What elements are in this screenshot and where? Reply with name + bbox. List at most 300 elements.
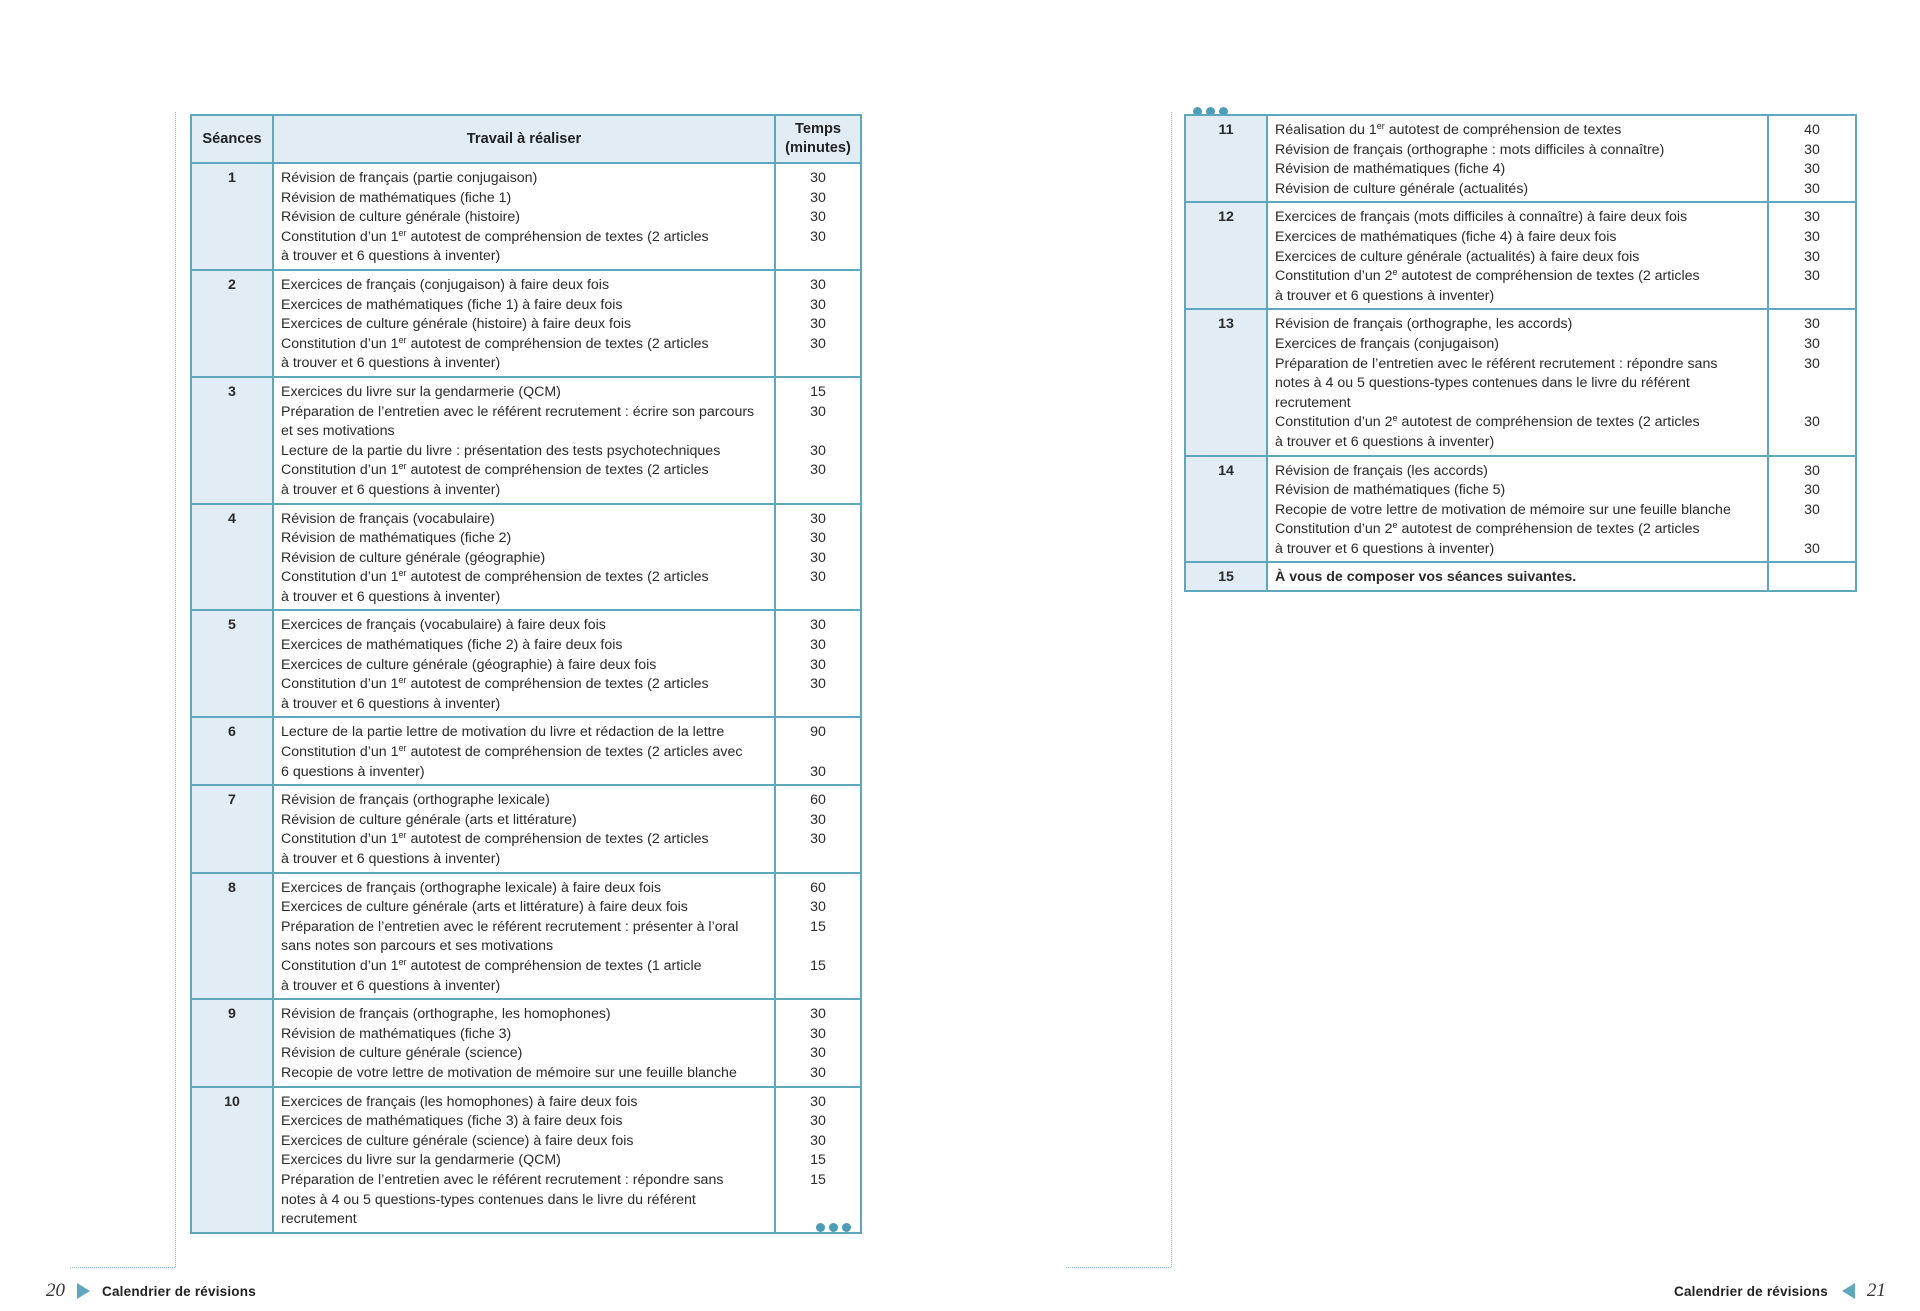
task-minutes: 30 bbox=[1804, 414, 1820, 431]
task-text: Préparation de l’entretien avec le référent recrutement : répondre sans bbox=[1275, 355, 1718, 372]
margin-guide-horizontal bbox=[70, 1267, 175, 1268]
task-line bbox=[281, 656, 770, 676]
task-line bbox=[1275, 394, 1763, 414]
ordinal-suffix: er bbox=[398, 743, 407, 754]
task-line bbox=[281, 228, 770, 248]
task-line bbox=[1275, 121, 1763, 141]
task-text: à trouver et 6 questions à inventer) bbox=[281, 977, 501, 994]
task-minutes: 30 bbox=[1804, 180, 1820, 197]
task-minutes bbox=[776, 422, 860, 442]
task-minutes: 30 bbox=[810, 1064, 826, 1081]
session-times bbox=[775, 785, 861, 872]
table-row bbox=[191, 270, 861, 377]
task-text: à trouver et 6 questions à inventer) bbox=[1275, 540, 1495, 557]
task-minutes: 60 bbox=[810, 792, 826, 809]
task-line bbox=[1275, 540, 1763, 560]
task-minutes: 30 bbox=[810, 189, 826, 206]
task-text: Constitution d’un 1 bbox=[281, 569, 399, 586]
task-text: Lecture de la partie lettre de motivation du livre et rédaction de la lettre bbox=[281, 724, 725, 741]
task-line bbox=[1275, 208, 1763, 228]
table-row bbox=[191, 785, 861, 872]
task-text: Constitution d’un 1 bbox=[281, 335, 399, 352]
session-times bbox=[775, 163, 861, 270]
task-line bbox=[281, 830, 770, 850]
task-minutes: 30 bbox=[810, 228, 826, 245]
task-line bbox=[1275, 501, 1763, 521]
task-text-rest: autotest de compréhension de textes (2 articles bbox=[406, 335, 709, 352]
task-text: Constitution d’un 1 bbox=[281, 228, 399, 245]
task-line bbox=[281, 1132, 770, 1152]
task-text: Constitution d’un 1 bbox=[281, 831, 399, 848]
task-text-rest: autotest de compréhension de textes (2 articles bbox=[1397, 268, 1700, 285]
task-text: Exercices de culture générale (géographie) à faire deux fois bbox=[281, 656, 657, 673]
task-minutes: 30 bbox=[810, 637, 826, 654]
task-line bbox=[281, 636, 770, 656]
task-text-rest: autotest de compréhension de textes (2 articles avec bbox=[406, 744, 743, 761]
ordinal-suffix: er bbox=[398, 227, 407, 238]
task-text: à trouver et 6 questions à inventer) bbox=[281, 248, 501, 265]
session-times bbox=[1768, 456, 1856, 563]
task-minutes bbox=[1769, 394, 1855, 414]
task-text: notes à 4 ou 5 questions-types contenues dans le livre du référent bbox=[1275, 375, 1690, 392]
task-line bbox=[281, 549, 770, 569]
table-row bbox=[1185, 202, 1856, 309]
task-text: Constitution d’un 2 bbox=[1275, 268, 1393, 285]
task-minutes bbox=[1769, 433, 1855, 453]
task-line bbox=[281, 977, 770, 997]
session-number: 1 bbox=[191, 163, 273, 270]
session-tasks bbox=[273, 999, 775, 1086]
task-text: Recopie de votre lettre de motivation de mémoire sur une feuille blanche bbox=[281, 1064, 737, 1081]
task-line bbox=[1275, 287, 1763, 307]
task-minutes: 30 bbox=[810, 510, 826, 527]
task-text: Révision de français (vocabulaire) bbox=[281, 510, 495, 527]
task-minutes: 15 bbox=[810, 918, 826, 935]
task-text: Révision de français (orthographe, les homophones) bbox=[281, 1006, 611, 1023]
session-number: 12 bbox=[1185, 202, 1267, 309]
task-minutes: 30 bbox=[810, 462, 826, 479]
continuation-dots-icon bbox=[816, 1223, 851, 1232]
task-line bbox=[1275, 520, 1763, 540]
task-line bbox=[281, 695, 770, 715]
task-minutes: 30 bbox=[810, 316, 826, 333]
task-minutes: 30 bbox=[810, 1045, 826, 1062]
task-line bbox=[281, 276, 770, 296]
task-minutes bbox=[1769, 287, 1855, 307]
task-minutes: 30 bbox=[810, 209, 826, 226]
task-line bbox=[1275, 413, 1763, 433]
task-text: Exercices de mathématiques (fiche 1) à faire deux fois bbox=[281, 296, 623, 313]
task-text: Révision de culture générale (arts et littérature) bbox=[281, 811, 577, 828]
task-minutes: 30 bbox=[810, 335, 826, 352]
task-line bbox=[281, 354, 770, 374]
task-line bbox=[281, 568, 770, 588]
task-line bbox=[281, 189, 770, 209]
task-text: Recopie de votre lettre de motivation de mémoire sur une feuille blanche bbox=[1275, 501, 1731, 518]
task-text-rest: autotest de compréhension de textes bbox=[1384, 122, 1622, 138]
task-line bbox=[281, 1025, 770, 1045]
table-row bbox=[191, 999, 861, 1086]
table-row bbox=[1185, 115, 1856, 202]
task-text: Exercices de culture générale (science) à faire deux fois bbox=[281, 1132, 634, 1149]
task-minutes: 30 bbox=[810, 1006, 826, 1023]
task-line bbox=[1275, 335, 1763, 355]
task-text: à trouver et 6 questions à inventer) bbox=[281, 695, 501, 712]
task-text: Exercices de culture générale (actualités) à faire deux fois bbox=[1275, 248, 1640, 265]
session-times bbox=[775, 504, 861, 611]
session-tasks bbox=[273, 873, 775, 1000]
task-text: Révision de français (orthographe lexicale) bbox=[281, 792, 550, 809]
task-minutes: 30 bbox=[1804, 540, 1820, 557]
ordinal-suffix: er bbox=[398, 461, 407, 472]
task-minutes: 30 bbox=[810, 763, 826, 780]
task-line bbox=[281, 937, 770, 957]
task-line bbox=[281, 315, 770, 335]
task-minutes: 30 bbox=[1804, 462, 1820, 479]
task-text: Lecture de la partie du livre : présentation des tests psychotechniques bbox=[281, 442, 721, 459]
task-minutes: 30 bbox=[810, 549, 826, 566]
task-text: Constitution d’un 1 bbox=[281, 744, 399, 761]
task-line bbox=[281, 481, 770, 501]
task-text: Révision de mathématiques (fiche 4) bbox=[1275, 161, 1506, 178]
session-times bbox=[775, 270, 861, 377]
task-minutes: 15 bbox=[810, 1171, 826, 1188]
task-text: Révision de culture générale (science) bbox=[281, 1045, 523, 1062]
task-text-rest: autotest de compréhension de textes (2 articles bbox=[1397, 414, 1700, 431]
task-text: Exercices de culture générale (arts et littérature) à faire deux fois bbox=[281, 899, 688, 916]
task-text: Préparation de l’entretien avec le référent recrutement : présenter à l’oral bbox=[281, 918, 739, 935]
session-times bbox=[775, 1087, 861, 1233]
session-number: 11 bbox=[1185, 115, 1267, 202]
table-row bbox=[191, 1087, 861, 1233]
task-minutes: 15 bbox=[810, 957, 826, 974]
task-text: Exercices de français (mots difficiles à connaître) à faire deux fois bbox=[1275, 209, 1688, 226]
task-line bbox=[1275, 374, 1763, 394]
task-minutes: 30 bbox=[810, 899, 826, 916]
task-line bbox=[281, 1112, 770, 1132]
task-text: à trouver et 6 questions à inventer) bbox=[1275, 287, 1495, 304]
task-minutes: 30 bbox=[1804, 335, 1820, 352]
table-row bbox=[1185, 309, 1856, 455]
right-page bbox=[960, 0, 1920, 1311]
session-number: 14 bbox=[1185, 456, 1267, 563]
task-line bbox=[1275, 228, 1763, 248]
revision-schedule-table-left bbox=[190, 114, 862, 1234]
session-number: 9 bbox=[191, 999, 273, 1086]
session-tasks bbox=[1267, 202, 1768, 309]
task-minutes: 30 bbox=[810, 530, 826, 547]
task-minutes bbox=[776, 481, 860, 501]
ordinal-suffix: er bbox=[1376, 121, 1385, 131]
task-line bbox=[281, 510, 770, 530]
task-text: à trouver et 6 questions à inventer) bbox=[1275, 433, 1495, 450]
task-line bbox=[281, 1151, 770, 1171]
task-text-rest: autotest de compréhension de textes (2 articles bbox=[406, 462, 709, 479]
session-times bbox=[1768, 562, 1856, 591]
task-line bbox=[281, 335, 770, 355]
task-line bbox=[281, 588, 770, 608]
task-text: Constitution d’un 1 bbox=[281, 957, 399, 974]
session-number: 15 bbox=[1185, 562, 1267, 591]
task-minutes: 30 bbox=[810, 296, 826, 313]
task-minutes: 30 bbox=[1804, 161, 1820, 178]
task-minutes bbox=[776, 977, 860, 997]
task-minutes bbox=[776, 1191, 860, 1211]
footer-title-right: Calendrier de révisions bbox=[1674, 1283, 1828, 1299]
task-line bbox=[281, 723, 770, 743]
task-minutes: 90 bbox=[810, 724, 826, 741]
session-tasks bbox=[1267, 115, 1768, 202]
header-temps-line2: (minutes) bbox=[785, 140, 851, 156]
task-minutes: 30 bbox=[1804, 248, 1820, 265]
task-minutes: 30 bbox=[1804, 141, 1820, 158]
task-line bbox=[281, 1191, 770, 1211]
task-minutes: 40 bbox=[1804, 122, 1820, 138]
task-minutes: 30 bbox=[810, 569, 826, 586]
task-line bbox=[281, 850, 770, 870]
task-text: Constitution d’un 2 bbox=[1275, 414, 1393, 431]
task-line bbox=[281, 296, 770, 316]
task-minutes: 30 bbox=[810, 170, 826, 186]
task-line bbox=[1275, 248, 1763, 268]
ordinal-suffix: er bbox=[398, 956, 407, 967]
header-seances: Séances bbox=[191, 115, 273, 163]
task-line bbox=[1275, 355, 1763, 375]
table-row bbox=[191, 717, 861, 785]
task-text: sans notes son parcours et ses motivations bbox=[281, 938, 554, 955]
task-text: Révision de français (les accords) bbox=[1275, 462, 1488, 479]
task-minutes: 30 bbox=[1804, 228, 1820, 245]
task-line bbox=[281, 529, 770, 549]
task-text: Exercices de français (les homophones) à faire deux fois bbox=[281, 1093, 638, 1110]
task-line bbox=[281, 879, 770, 899]
ordinal-suffix: e bbox=[1392, 520, 1398, 531]
task-text: Constitution d’un 1 bbox=[281, 462, 399, 479]
task-line bbox=[281, 461, 770, 481]
header-temps-line1: Temps bbox=[795, 121, 841, 137]
task-minutes: 30 bbox=[810, 676, 826, 693]
task-text: notes à 4 ou 5 questions-types contenues dans le livre du référent bbox=[281, 1191, 696, 1208]
ordinal-suffix: er bbox=[398, 568, 407, 579]
session-number: 3 bbox=[191, 377, 273, 504]
task-text-rest: autotest de compréhension de textes (2 articles bbox=[406, 676, 709, 693]
task-minutes bbox=[1769, 520, 1855, 540]
session-times bbox=[775, 377, 861, 504]
task-text: Préparation de l’entretien avec le référent recrutement : écrire son parcours bbox=[281, 403, 755, 420]
task-text: Révision de mathématiques (fiche 2) bbox=[281, 530, 512, 547]
task-text: et ses motivations bbox=[281, 423, 395, 440]
task-text: Révision de français (orthographe : mots difficiles à connaître) bbox=[1275, 141, 1665, 158]
ordinal-suffix: er bbox=[398, 675, 407, 686]
task-line bbox=[1275, 481, 1763, 501]
session-tasks bbox=[273, 163, 775, 270]
task-line bbox=[1275, 462, 1763, 482]
task-text: Révision de culture générale (histoire) bbox=[281, 209, 520, 226]
task-minutes: 60 bbox=[810, 879, 826, 896]
task-text: Révision de culture générale (géographie) bbox=[281, 549, 546, 566]
task-minutes: 30 bbox=[810, 1025, 826, 1042]
ordinal-suffix: e bbox=[1392, 413, 1398, 424]
task-minutes bbox=[776, 850, 860, 870]
session-tasks bbox=[273, 377, 775, 504]
task-minutes: 30 bbox=[1804, 482, 1820, 499]
task-text: Réalisation du 1 bbox=[1275, 122, 1377, 138]
session-tasks bbox=[273, 785, 775, 872]
ordinal-suffix: e bbox=[1392, 267, 1398, 278]
session-tasks bbox=[273, 610, 775, 717]
task-text: À vous de composer vos séances suivantes. bbox=[1275, 569, 1577, 586]
table-row bbox=[191, 504, 861, 611]
task-line bbox=[281, 763, 770, 783]
task-text: Exercices de français (conjugaison) bbox=[1275, 335, 1499, 352]
margin-guide-vertical bbox=[175, 112, 176, 1267]
task-minutes bbox=[776, 695, 860, 715]
session-number: 10 bbox=[191, 1087, 273, 1233]
task-minutes bbox=[776, 743, 860, 763]
task-text: Exercices du livre sur la gendarmerie (QCM) bbox=[281, 1152, 561, 1169]
task-text: Exercices de français (conjugaison) à faire deux fois bbox=[281, 276, 610, 293]
task-minutes: 30 bbox=[810, 442, 826, 459]
task-minutes: 30 bbox=[810, 656, 826, 673]
task-text-rest: autotest de compréhension de textes (2 articles bbox=[406, 831, 709, 848]
task-line bbox=[281, 957, 770, 977]
task-minutes bbox=[776, 588, 860, 608]
task-text: Exercices de français (vocabulaire) à faire deux fois bbox=[281, 617, 606, 634]
task-line bbox=[281, 743, 770, 763]
task-text: Exercices de français (orthographe lexicale) à faire deux fois bbox=[281, 879, 662, 896]
task-text: Révision de français (partie conjugaison) bbox=[281, 170, 538, 186]
ordinal-suffix: er bbox=[398, 830, 407, 841]
task-minutes: 30 bbox=[1804, 355, 1820, 372]
task-minutes: 30 bbox=[1804, 316, 1820, 333]
task-line bbox=[1275, 315, 1763, 335]
task-text: à trouver et 6 questions à inventer) bbox=[281, 588, 501, 605]
task-minutes: 30 bbox=[810, 831, 826, 848]
footer-left bbox=[46, 1280, 256, 1302]
task-minutes bbox=[1769, 568, 1855, 588]
task-line bbox=[281, 403, 770, 423]
task-line bbox=[281, 422, 770, 442]
task-line bbox=[281, 383, 770, 403]
task-minutes: 30 bbox=[810, 403, 826, 420]
task-minutes bbox=[1769, 374, 1855, 394]
revision-schedule-table-right bbox=[1184, 114, 1857, 592]
table-row bbox=[191, 163, 861, 270]
task-minutes: 30 bbox=[810, 617, 826, 634]
task-text: recrutement bbox=[1275, 394, 1351, 411]
task-text: Constitution d’un 1 bbox=[281, 676, 399, 693]
task-minutes: 15 bbox=[810, 383, 826, 400]
task-text: Exercices de mathématiques (fiche 2) à faire deux fois bbox=[281, 637, 623, 654]
session-number: 5 bbox=[191, 610, 273, 717]
task-text: Révision de mathématiques (fiche 3) bbox=[281, 1025, 512, 1042]
session-number: 13 bbox=[1185, 309, 1267, 455]
task-line bbox=[281, 1005, 770, 1025]
session-number: 7 bbox=[191, 785, 273, 872]
task-text: à trouver et 6 questions à inventer) bbox=[281, 355, 501, 372]
task-line bbox=[281, 1093, 770, 1113]
footer-title-left: Calendrier de révisions bbox=[102, 1283, 256, 1299]
triangle-right-icon bbox=[77, 1283, 90, 1299]
session-times bbox=[775, 873, 861, 1000]
task-line bbox=[281, 1044, 770, 1064]
task-minutes: 30 bbox=[1804, 268, 1820, 285]
task-line bbox=[1275, 267, 1763, 287]
task-line bbox=[1275, 160, 1763, 180]
page-number-right: 21 bbox=[1866, 1280, 1886, 1301]
task-minutes: 30 bbox=[810, 1113, 826, 1130]
triangle-left-icon bbox=[1842, 1283, 1855, 1299]
task-minutes: 15 bbox=[810, 1152, 826, 1169]
task-minutes bbox=[776, 354, 860, 374]
task-text: Exercices de culture générale (histoire) à faire deux fois bbox=[281, 316, 632, 333]
task-minutes bbox=[776, 937, 860, 957]
task-text: Révision de culture générale (actualités) bbox=[1275, 180, 1529, 197]
task-line bbox=[1275, 180, 1763, 200]
task-line bbox=[281, 169, 770, 189]
task-text: Révision de français (orthographe, les accords) bbox=[1275, 316, 1573, 333]
table-header-row bbox=[191, 115, 861, 163]
task-minutes: 30 bbox=[1804, 209, 1820, 226]
task-text-rest: autotest de compréhension de textes (2 articles bbox=[406, 228, 709, 245]
session-tasks bbox=[273, 717, 775, 785]
session-times bbox=[1768, 202, 1856, 309]
session-number: 8 bbox=[191, 873, 273, 1000]
task-text: à trouver et 6 questions à inventer) bbox=[281, 481, 501, 498]
task-text: Révision de mathématiques (fiche 1) bbox=[281, 189, 512, 206]
session-times bbox=[775, 999, 861, 1086]
margin-guide-horizontal bbox=[1066, 1267, 1171, 1268]
task-minutes: 30 bbox=[810, 811, 826, 828]
session-times bbox=[775, 717, 861, 785]
footer-right bbox=[1674, 1280, 1886, 1302]
session-times bbox=[775, 610, 861, 717]
task-line bbox=[281, 675, 770, 695]
task-line bbox=[281, 898, 770, 918]
task-line bbox=[1275, 433, 1763, 453]
table-row bbox=[1185, 456, 1856, 563]
session-number: 4 bbox=[191, 504, 273, 611]
task-minutes: 30 bbox=[810, 1132, 826, 1149]
session-tasks bbox=[273, 1087, 775, 1233]
task-line bbox=[281, 208, 770, 228]
task-text: à trouver et 6 questions à inventer) bbox=[281, 851, 501, 867]
table-row bbox=[191, 610, 861, 717]
task-text: recrutement bbox=[281, 1211, 357, 1228]
task-text-rest: autotest de compréhension de textes (1 article bbox=[406, 957, 702, 974]
table-row bbox=[191, 873, 861, 1000]
task-text: 6 questions à inventer) bbox=[281, 763, 425, 780]
task-minutes: 30 bbox=[810, 1093, 826, 1110]
task-text-rest: autotest de compréhension de textes (2 articles bbox=[406, 569, 709, 586]
task-line bbox=[1275, 568, 1763, 588]
task-line bbox=[281, 247, 770, 267]
session-tasks bbox=[1267, 309, 1768, 455]
task-text: Préparation de l’entretien avec le référent recrutement : répondre sans bbox=[281, 1171, 724, 1188]
header-travail: Travail à réaliser bbox=[273, 115, 775, 163]
task-line bbox=[281, 616, 770, 636]
task-line bbox=[281, 1210, 770, 1230]
task-line bbox=[281, 791, 770, 811]
task-line bbox=[281, 442, 770, 462]
task-line bbox=[1275, 141, 1763, 161]
page-number-left: 20 bbox=[46, 1280, 65, 1301]
session-times bbox=[1768, 115, 1856, 202]
task-minutes: 30 bbox=[810, 276, 826, 293]
header-temps bbox=[775, 115, 861, 163]
table-row bbox=[191, 377, 861, 504]
task-text-rest: autotest de compréhension de textes (2 articles bbox=[1397, 521, 1700, 538]
